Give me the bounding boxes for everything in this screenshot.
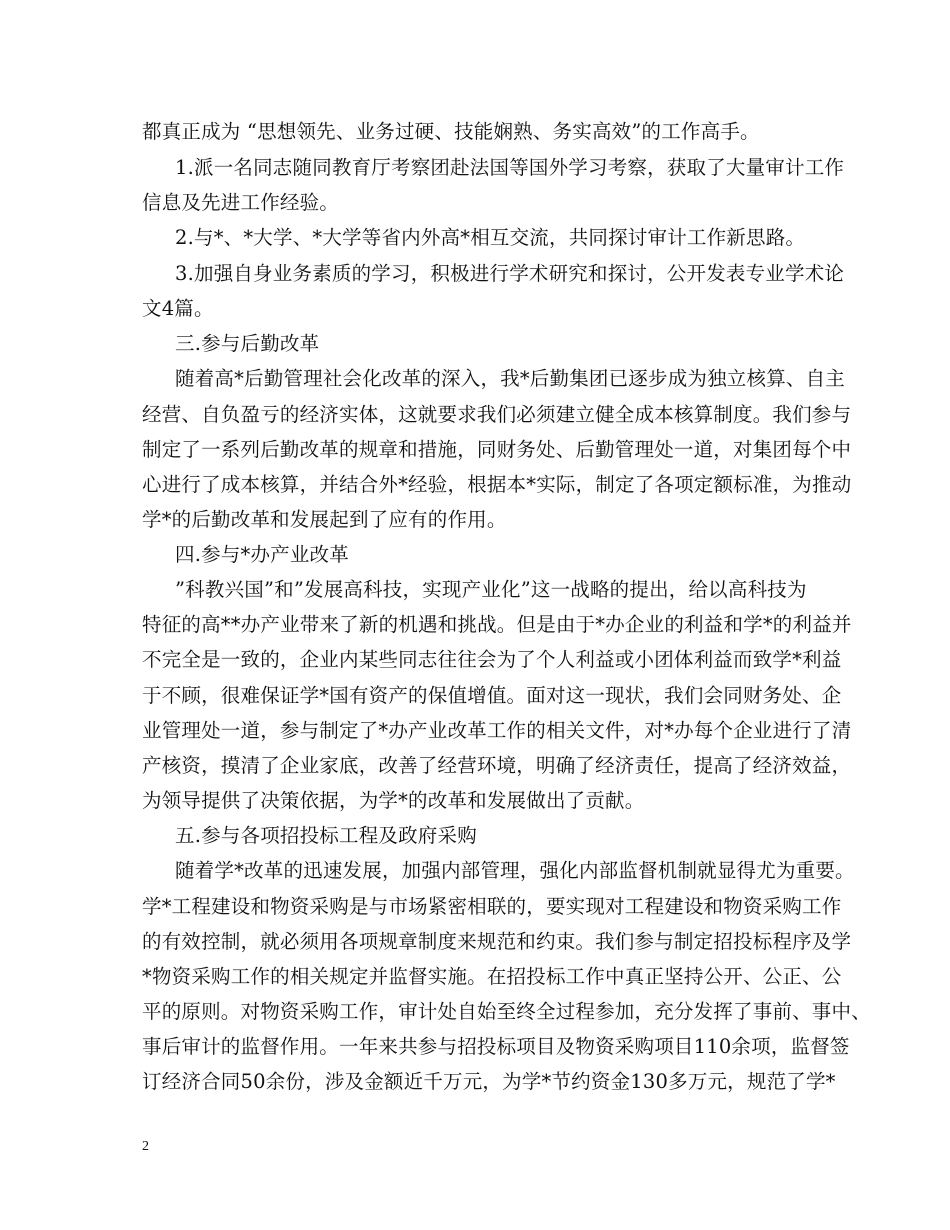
text-line: 事后审计的监督作用。一年来共参与招投标项目及物资采购项目110余项，监督签 bbox=[142, 1035, 850, 1058]
text-line: 制定了一系列后勤改革的规章和措施，同财务处、后勤管理处一道，对集团每个中 bbox=[142, 438, 852, 461]
text-line: 都真正成为 “思想领先、业务过硬、技能娴熟、务实高效”的工作高手。 bbox=[142, 120, 760, 143]
text-line: *物资采购工作的相关规定并监督实施。在招投标工作中真正坚持公开、公正、公 bbox=[142, 965, 842, 988]
text-line: 经营、自负盈亏的经济实体，这就要求我们必须建立健全成本核算制度。我们参与 bbox=[142, 403, 852, 426]
text-line: 平的原则。对物资采购工作，审计处自始至终全过程参加，充分发挥了事前、事中、 bbox=[142, 1000, 871, 1023]
text-line: 特征的高**办产业带来了新的机遇和挑战。但是由于*办企业的利益和学*的利益并 bbox=[142, 613, 852, 636]
text-line: 信息及先进工作经验。 bbox=[142, 191, 340, 214]
text-line: 学*工程建设和物资采购是与市场紧密相联的，要实现对工程建设和物资采购工作 bbox=[142, 895, 842, 918]
text-line: 随着高*后勤管理社会化改革的深入，我*后勤集团已逐步成为独立核算、自主 bbox=[175, 367, 846, 390]
text-line: 心进行了成本核算，并结合外*经验，根据本*实际，制定了各项定额标准，为推动 bbox=[142, 473, 852, 496]
section-heading: 五.参与各项招投标工程及政府采购 bbox=[175, 824, 477, 847]
text-line: 业管理处一道，参与制定了*办产业改革工作的相关文件，对*办每个企业进行了清 bbox=[142, 719, 852, 742]
text-line: 订经济合同50余份，涉及金额近千万元，为学*节约资金130多万元，规范了学* bbox=[142, 1070, 836, 1093]
text-line: 文4篇。 bbox=[142, 297, 214, 320]
text-line: 随着学*改革的迅速发展，加强内部管理，强化内部监督机制就显得尤为重要。 bbox=[175, 859, 855, 882]
text-line: 的有效控制，就必须用各项规章制度来规范和约束。我们参与制定招投标程序及学 bbox=[142, 930, 852, 953]
text-line: 3.加强自身业务素质的学习，积极进行学术研究和探讨，公开发表专业学术论 bbox=[175, 262, 845, 285]
section-heading: 三.参与后勤改革 bbox=[175, 332, 320, 355]
text-line: 学*的后勤改革和发展起到了应有的作用。 bbox=[142, 508, 507, 531]
text-line: 2.与*、*大学、*大学等省内外高*相互交流，共同探讨审计工作新思路。 bbox=[175, 226, 806, 249]
text-line: 产核资，摸清了企业家底，改善了经营环境，明确了经济责任，提高了经济效益， bbox=[142, 754, 852, 777]
page-number: 2 bbox=[142, 1139, 149, 1154]
text-line: 不完全是一致的，企业内某些同志往往会为了个人利益或小团体利益而致学*利益 bbox=[142, 648, 842, 671]
text-line: 为领导提供了决策依据，为学*的改革和发展做出了贡献。 bbox=[142, 789, 645, 812]
text-line: 1.派一名同志随同教育厅考察团赴法国等国外学习考察，获取了大量审计工作 bbox=[175, 156, 845, 179]
text-line: ”科教兴国”和”发展高科技，实现产业化”这一战略的提出，给以高科技为 bbox=[175, 578, 807, 601]
text-line: 于不顾，很难保证学*国有资产的保值增值。面对这一现状，我们会同财务处、企 bbox=[142, 684, 842, 707]
section-heading: 四.参与*办产业改革 bbox=[175, 543, 349, 566]
